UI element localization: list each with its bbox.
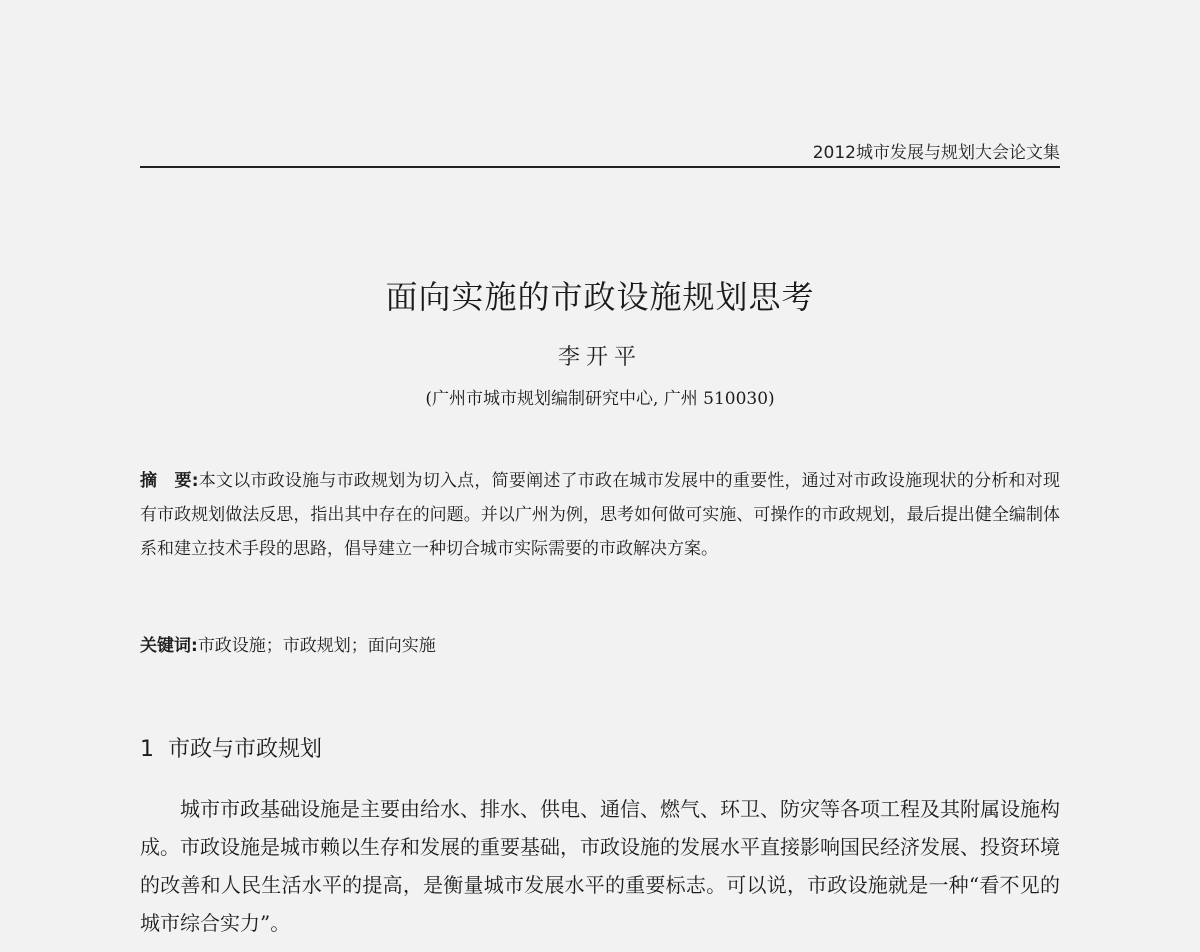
abstract-label: 摘 要: xyxy=(140,471,199,491)
keywords xyxy=(140,632,1060,660)
section-number: 1 xyxy=(140,737,154,762)
paper-title: 面向实施的市政设施规划思考 xyxy=(385,278,815,316)
header-rule xyxy=(140,166,1060,168)
author-affiliation: (广州市城市规划编制研究中心, 广州 510030) xyxy=(425,389,775,409)
body-paragraph: 城市市政基础设施是主要由给水、排水、供电、通信、燃气、环卫、防灾等各项工程及其附属设施构成。市政设施是城市赖以生存和发展的重要基础，市政设施的发展水平直接影响国民经济发展、投资环境的改善和人民生活水平的提高，是衡量城市发展水平的重要标志。可以说，市政设施就是一种“看不见的城市综合实力”。 xyxy=(140,797,1060,935)
running-header: 2012城市发展与规划大会论文集 xyxy=(812,143,1060,163)
section-title: 市政与市政规划 xyxy=(168,737,323,762)
keywords-text: 市政设施；市政规划；面向实施 xyxy=(197,636,436,656)
section-heading xyxy=(140,732,1060,763)
abstract xyxy=(140,464,1060,566)
author-name: 李开平 xyxy=(557,345,642,370)
keywords-label: 关键词: xyxy=(140,636,198,656)
abstract-text: 本文以市政设施与市政规划为切入点，简要阐述了市政在城市发展中的重要性，通过对市政设施现状的分析和对现有市政规划做法反思，指出其中存在的问题。并以广州为例，思考如何做可实施、可操作的市政规划，最后提出健全编制体系和建立技术手段的思路，倡导建立一种切合城市实际需要的市政解决方案。 xyxy=(140,471,1060,559)
